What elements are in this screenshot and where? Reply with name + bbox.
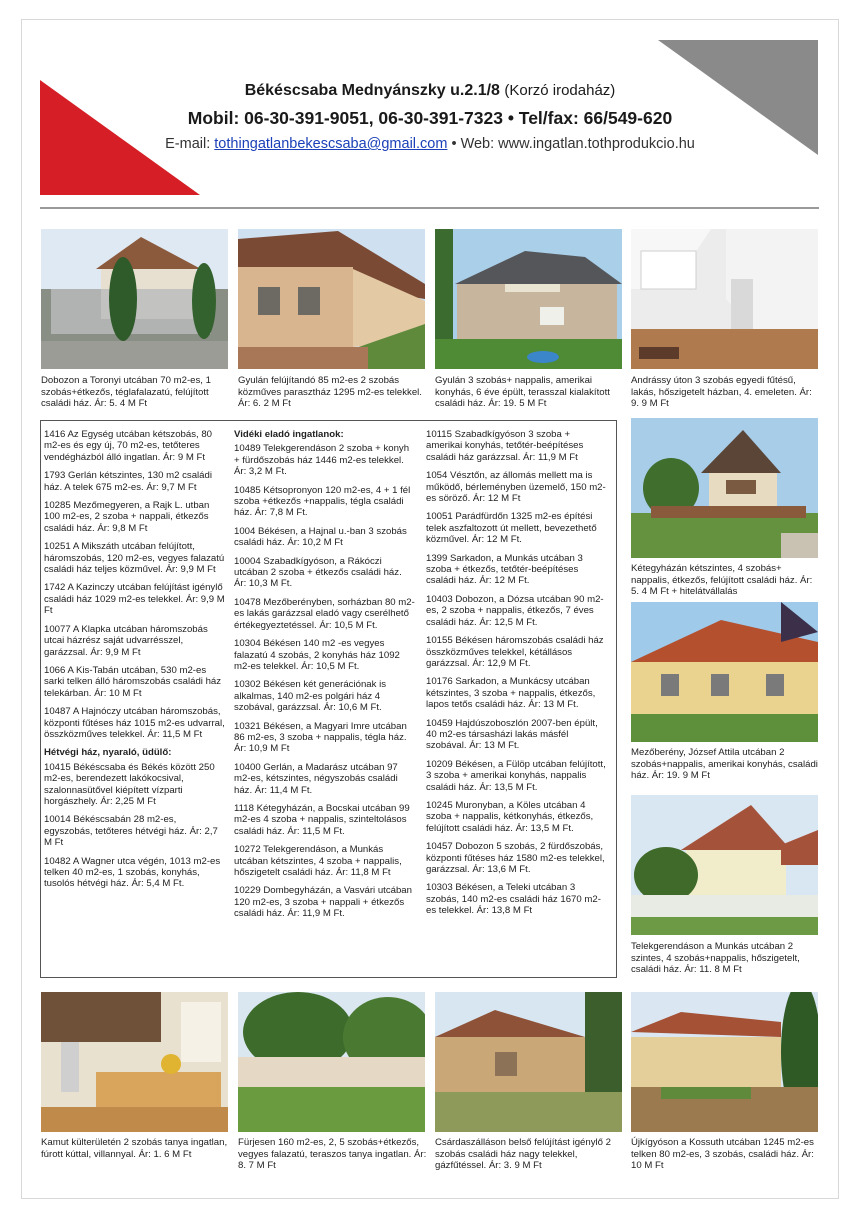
header-divider [40, 207, 819, 209]
email-link[interactable]: tothingatlanbekescsaba@gmail.com [214, 136, 448, 152]
listing-item: 1742 A Kazinczy utcában felújítást igénylő családi ház 1029 m2-es telekkel. Ár: 9,9 M Ft [44, 582, 225, 617]
listing-caption: Gyulán 3 szobás+ nappalis, amerikai konyhás, 6 éve épült, terasszal kialakított családi ház. Ár: 19. 5 M Ft [435, 375, 610, 409]
listing-item: 10482 A Wagner utca végén, 1013 m2-es telken 40 m2-es, 1 szobás, konyhás, tusolós hétvégi ház. Ár: 5,4 M Ft. [44, 855, 221, 890]
web-address: • Web: www.ingatlan.tothprodukcio.hu [451, 136, 695, 152]
house-photo-telekgerendas [631, 795, 818, 935]
farm-photo-furjes [238, 992, 425, 1132]
interior-photo-kamut [41, 992, 228, 1132]
office-address [0, 82, 860, 100]
listing-item: 10251 A Mikszáth utcában felújított, háromszobás, 120 m2-es, vegyes falazatú családi ház teljes közművel. Ár: 9,9 M Ft [44, 541, 225, 576]
listing-caption: Újkígyóson a Kossuth utcában 1245 m2-es telken 80 m2-es, 3 szobás, családi ház. Ár: 10 M Ft [631, 1137, 814, 1171]
section-heading-rural: Vidéki eladó ingatlanok: [234, 429, 344, 440]
listing-item: 1399 Sarkadon, a Munkás utcában 3 szoba + étkezős, tetőtér-beépítéses családi ház. Ár: 12 M Ft. [426, 552, 583, 587]
listing-caption: Kétegyházán kétszintes, 4 szobás+ nappalis, étkezős, felújított családi ház. Ár: 5. 4 M Ft + hitelátvállalás [631, 563, 813, 597]
listings-column-1 [44, 429, 226, 897]
listing-caption: Csárdaszálláson belső felújítást igénylő 2 szobás családi ház nagy telekkel, gázfűtéssel. Ár: 3. 9 M Ft [435, 1137, 611, 1171]
listing-caption: Dobozon a Toronyi utcában 70 m2-es, 1 szobás+étkezős, téglafalazatú, felújított családi ház. Ár: 5. 4 M Ft [41, 375, 211, 409]
contact-line [0, 136, 860, 152]
listing-item: 10487 A Hajnóczy utcában háromszobás, központi fűtéses ház 1015 m2-es udvarral, összközműves telekkel. Ár: 11,5 M Ft [44, 706, 225, 740]
address-note: (Korzó irodaház) [504, 82, 616, 99]
listing-item: 10485 Kétsopronyon 120 m2-es, 4 + 1 fél szoba +étkezős +nappalis, tégla családi ház. Ár: 7,8 M Ft. [234, 484, 411, 519]
listing-caption: Telekgerendáson a Munkás utcában 2 szintes, 4 szobás+nappalis, hőszigetelt, családi ház. Ár: 11. 8 M Ft [631, 941, 800, 975]
listing-item: 10155 Békésen háromszobás családi ház összközműves telekkel, kétállásos garázzsal. Ár: 12,9 M Ft. [426, 635, 604, 669]
house-photo-gyula-2 [435, 229, 622, 369]
listing-item: 1118 Kétegyházán, a Bocskai utcában 99 m2-es 4 szoba + nappalis, szinteltolásos családi ház. Ár: 11,5 M Ft. [234, 802, 410, 837]
listing-item: 10403 Dobozon, a Dózsa utcában 90 m2-es, 2 szoba + nappalis, étkezős, 7 éves családi ház. Ár: 12,5 M Ft. [426, 593, 604, 628]
listing-caption: Andrássy úton 3 szobás egyedi fűtésű, lakás, hőszigetelt házban, 4. emeleten. Ár: 9. 9 M Ft [631, 375, 812, 409]
house-photo-mezobereny [631, 602, 818, 742]
apartment-photo-andrassy [631, 229, 818, 369]
listing-item: 10229 Dombegyházán, a Vasvári utcában 120 m2-es, 3 szoba + nappali + étkezős családi ház. Ár: 11,9 M Ft. [234, 885, 412, 920]
house-photo-doboz [41, 229, 228, 369]
address-text: Békéscsaba Mednyánszky u.2.1/8 [244, 82, 500, 99]
listing-item: 10077 A Klapka utcában háromszobás utcai házrész saját udvarrésszel, garázzsal. Ár: 9,9 M Ft [44, 623, 208, 658]
listings-column-2 [234, 429, 416, 927]
listing-item: 10115 Szabadkígyóson 3 szoba + amerikai konyhás, tetőtér-beépítéses családi ház garázzsal. Ár: 11,9 M Ft [426, 429, 584, 463]
listing-caption: Kamut külterületén 2 szobás tanya ingatlan, fúrott kúttal, villannyal. Ár: 1. 6 M Ft [41, 1137, 228, 1160]
listings-column-3 [426, 429, 608, 924]
listing-item: 10209 Békésen, a Fülöp utcában felújított, 3 szoba + amerikai konyhás, nappalis családi ház. Ár: 13,5 M Ft. [426, 758, 606, 793]
listing-item: 10415 Békéscsaba és Békés között 250 m2-es, berendezett lakókocsival, szalonnasütővel kiépített vízparti horgászhely. Ár: 2,25 M Ft [44, 761, 215, 807]
listing-item: 10302 Békésen két generációnak is alkalmas, 140 m2-es polgári ház 4 szobával, garázzsal. Ár: 10,6 M Ft. [234, 679, 387, 714]
house-photo-gyula-1 [238, 229, 425, 369]
listing-item: 10176 Sarkadon, a Munkácsy utcában kétszintes, 3 szoba + nappalis, étkezős, lapos tetős családi ház. Ár: 13 M Ft. [426, 676, 596, 711]
listing-item: 10051 Parádfürdőn 1325 m2-es építési telek aszfaltozott út mellett, bevezethető közművel. Ár: 12 M Ft. [426, 511, 597, 546]
listing-item: 10004 Szabadkígyóson, a Rákóczi utcában 2 szoba + étkezős családi ház. Ár: 10,3 M Ft. [234, 555, 402, 590]
listing-item: 10304 Békésen 140 m2 -es vegyes falazatú 4 szobás, 2 konyhás ház 1092 m2-es telekkel. Ár: 10,5 M Ft. [234, 638, 400, 672]
listing-item: 10245 Muronyban, a Köles utcában 4 szoba + nappalis, kétkonyhás, étkezős, felújított családi ház. Ár: 13,5 M Ft. [426, 799, 594, 834]
listing-item: 10285 Mezőmegyeren, a Rajk L. utban 100 m2-es, 2 szoba + nappali, étkezős családi ház. Ár: 9,8 M Ft [44, 500, 210, 534]
house-photo-ujkigyos [631, 992, 818, 1132]
house-photo-csardaszallas [435, 992, 622, 1132]
listing-item: 10457 Dobozon 5 szobás, 2 fürdőszobás, központi fűtéses ház 1580 m2-es telekkel, garázzsal. Ár: 13,6 M Ft. [426, 841, 605, 875]
listing-item: 10489 Telekgerendáson 2 szoba + konyh + fürdőszobás ház 1446 m2-es telekkel. Ár: 3,2 M Ft. [234, 443, 410, 478]
section-heading-weekend-houses: Hétvégi ház, nyaraló, üdülő: [44, 747, 172, 759]
house-photo-ketegyhaza [631, 418, 818, 558]
listing-item: 1054 Vésztőn, az állomás mellett ma is működő, bérleményben üzemelő, 150 m2-es söröző. Ár: 12 M Ft [426, 470, 606, 505]
listing-item: 10272 Telekgerendáson, a Munkás utcában kétszintes, 4 szoba + nappalis, hőszigetelt családi ház. Ár: 11,8 M Ft [234, 844, 402, 878]
listing-item: 10014 Békéscsabán 28 m2-es, egyszobás, tetőteres hétvégi ház. Ár: 2,7 M Ft [44, 814, 218, 849]
listing-item: 1066 A Kis-Tabán utcában, 530 m2-es sarki telken álló háromszobás családi ház telekárban. Ár: 10 M Ft [44, 664, 222, 699]
phone-numbers: Mobil: 06-30-391-9051, 06-30-391-7323 • Tel/fax: 66/549-620 [187, 108, 673, 128]
listing-item: 10478 Mezőberényben, sorházban 80 m2-es lakás garázzsal eladó vagy cserélhető értékegyeztetéssel. Ár: 10,5 M Ft. [234, 596, 415, 631]
listing-caption: Gyulán felújítandó 85 m2-es 2 szobás közműves parasztház 1295 m2-es telekkel. Ár: 6. 2 M Ft [238, 375, 422, 409]
listing-caption: Mezőberény, József Attila utcában 2 szobás+nappalis, amerikai konyhás, családi ház. Ár: 19. 9 M Ft [631, 747, 818, 781]
listing-item: 1793 Gerlán kétszintes, 130 m2 családi ház. A telek 675 m2-es. Ár: 9,7 M Ft [44, 470, 212, 493]
listing-item: 1004 Békésen, a Hajnal u.-ban 3 szobás családi ház. Ár: 10,2 M Ft [234, 525, 407, 549]
listing-item: 10303 Békésen, a Teleki utcában 3 szobás, 140 m2-es családi ház 1670 m2-es telekkel. Ár: 13,8 M Ft [426, 882, 601, 917]
listing-item: 10400 Gerlán, a Madarász utcában 97 m2-es, kétszintes, négyszobás családi ház. Ár: 11,4 M Ft. [234, 761, 398, 796]
email-label: E-mail: [165, 136, 211, 152]
listing-item: 10459 Hajdúszoboszlón 2007-ben épült, 40 m2-es társasházi lakás másfél szobával. Ár: 13 M Ft. [426, 717, 598, 752]
listing-item: 10321 Békésen, a Magyari Imre utcában 86 m2-es, 3 szoba + nappalis, tégla ház. Ár: 10,9 M Ft [234, 720, 407, 755]
listing-caption: Fürjesen 160 m2-es, 2, 5 szobás+étkezős, vegyes falazatú, teraszos tanya ingatlan. Ár: 8. 7 M Ft [238, 1137, 427, 1171]
listing-item: 1416 Az Egység utcában kétszobás, 80 m2-es és egy új, 70 m2-es, tetőteres vendégházból álló ingatlan. Ár: 9 M Ft [44, 429, 213, 463]
